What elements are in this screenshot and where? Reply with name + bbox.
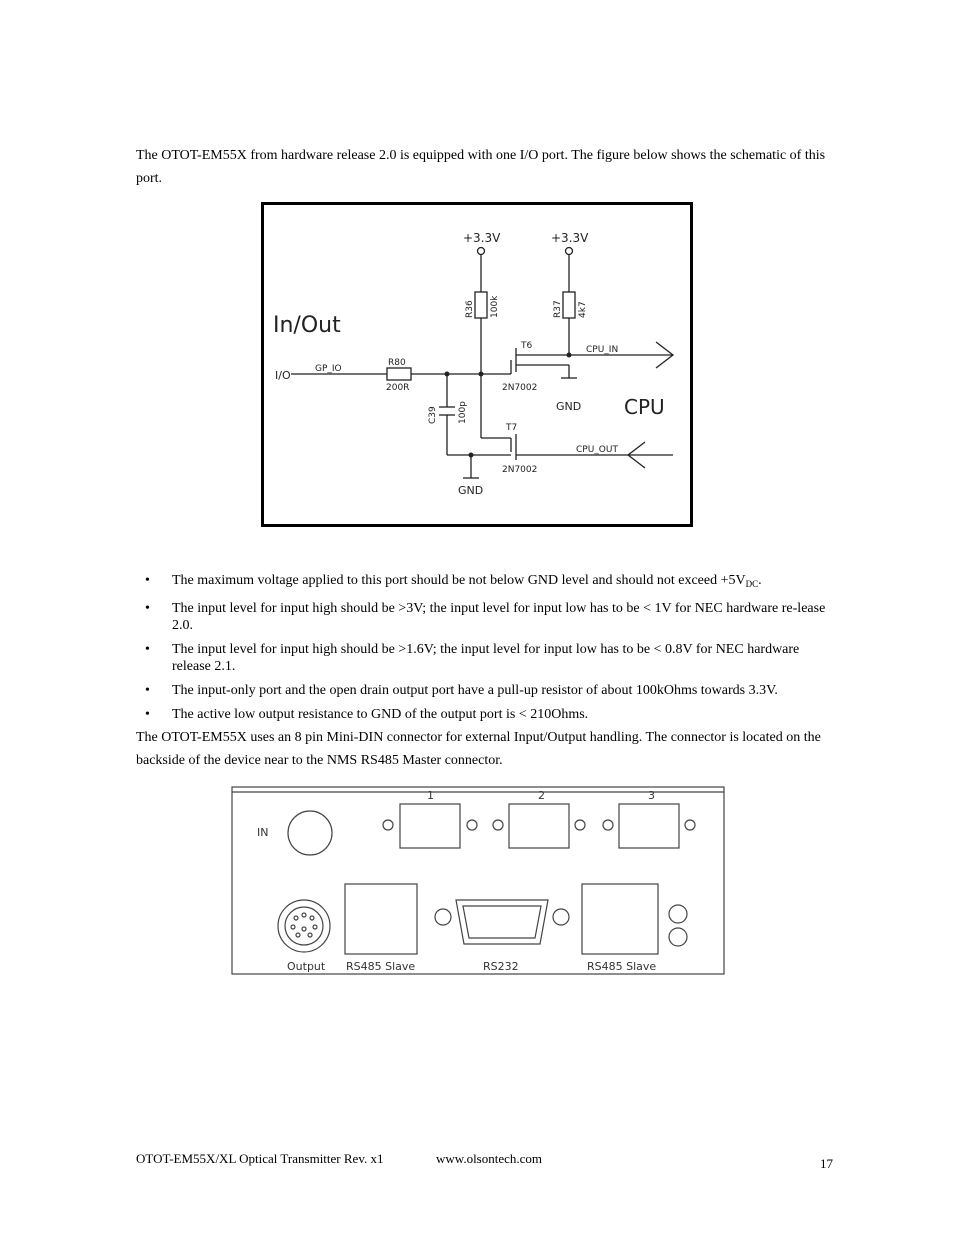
page-number: 17 bbox=[820, 1156, 833, 1171]
r80-value: 200R bbox=[386, 383, 410, 393]
bullet-icon: • bbox=[145, 642, 150, 657]
t7-part: 2N7002 bbox=[502, 465, 538, 475]
panel-rs232-label: RS232 bbox=[483, 960, 519, 973]
c39-label: C39 bbox=[428, 406, 438, 424]
connector-paragraph: The OTOT-EM55X uses an 8 pin Mini-DIN connector for external Input/Output handling. The connector is located on the backside of the device near to the NMS RS485 Master connector. bbox=[136, 730, 821, 768]
footer-doc-title: OTOT-EM55X/XL Optical Transmitter Rev. x1 bbox=[136, 1151, 384, 1166]
supply-right-label: +3.3V bbox=[551, 231, 589, 245]
bullet-icon: • bbox=[145, 683, 150, 698]
r37-value: 4k7 bbox=[578, 301, 588, 318]
io-label: I/O bbox=[275, 369, 291, 382]
panel-number-2: 2 bbox=[538, 789, 545, 802]
list-item: • The input-only port and the open drain output port have a pull-up resistor of about 100kOhms towards 3.3V. bbox=[145, 683, 778, 698]
list-item: • The maximum voltage applied to this port should be not below GND level and should not exceed $+5V_{DC}$. bbox=[145, 573, 762, 589]
cpu-out-label: CPU_OUT bbox=[576, 445, 618, 455]
t7-label: T7 bbox=[506, 423, 518, 433]
t6-part: 2N7002 bbox=[502, 383, 538, 393]
list-item: • The input level for input high should be >1.6V; the input level for input low has to be < 0.8V for NEC hardware release 2.1. bbox=[145, 642, 800, 674]
r37-label: R37 bbox=[553, 300, 563, 318]
cpu-in-label: CPU_IN bbox=[586, 345, 619, 355]
r36-value: 100k bbox=[490, 295, 500, 318]
bullet-icon: • bbox=[145, 573, 150, 588]
t6-label: T6 bbox=[521, 341, 533, 351]
panel-rs485-left-label: RS485 Slave bbox=[346, 960, 416, 973]
io-port-schematic bbox=[261, 202, 693, 527]
bullet-icon: • bbox=[145, 707, 150, 722]
r80-label: R80 bbox=[388, 358, 406, 368]
panel-number-3: 3 bbox=[648, 789, 655, 802]
list-item: • The active low output resistance to GND of the output port is < 210Ohms. bbox=[145, 707, 589, 722]
panel-rs485-right-label: RS485 Slave bbox=[587, 960, 657, 973]
r36-label: R36 bbox=[465, 300, 475, 318]
panel-output-label: Output bbox=[287, 960, 326, 973]
bullet-icon: • bbox=[145, 601, 150, 616]
c39-value: 100p bbox=[458, 401, 468, 424]
panel-in-label: IN bbox=[257, 826, 269, 839]
footer-website: www.olsontech.com bbox=[436, 1151, 543, 1166]
rear-panel-drawing bbox=[230, 784, 726, 978]
intro-paragraph: The OTOT-EM55X from hardware release 2.0 is equipped with one I/O port. The figure below shows the schematic of this port. bbox=[136, 148, 826, 186]
gp-io-label: GP_IO bbox=[315, 364, 342, 374]
panel-number-1: 1 bbox=[427, 789, 434, 802]
cpu-label: CPU bbox=[624, 395, 665, 419]
in-out-label: In/Out bbox=[273, 313, 341, 338]
list-item: • The input level for input high should be >3V; the input level for input low has to be < 1V for NEC hardware re-lease 2.0. bbox=[145, 601, 826, 633]
gnd-left-label: GND bbox=[458, 484, 484, 497]
gnd-right-label: GND bbox=[556, 400, 582, 413]
supply-left-label: +3.3V bbox=[463, 231, 501, 245]
specification-list bbox=[136, 572, 836, 730]
